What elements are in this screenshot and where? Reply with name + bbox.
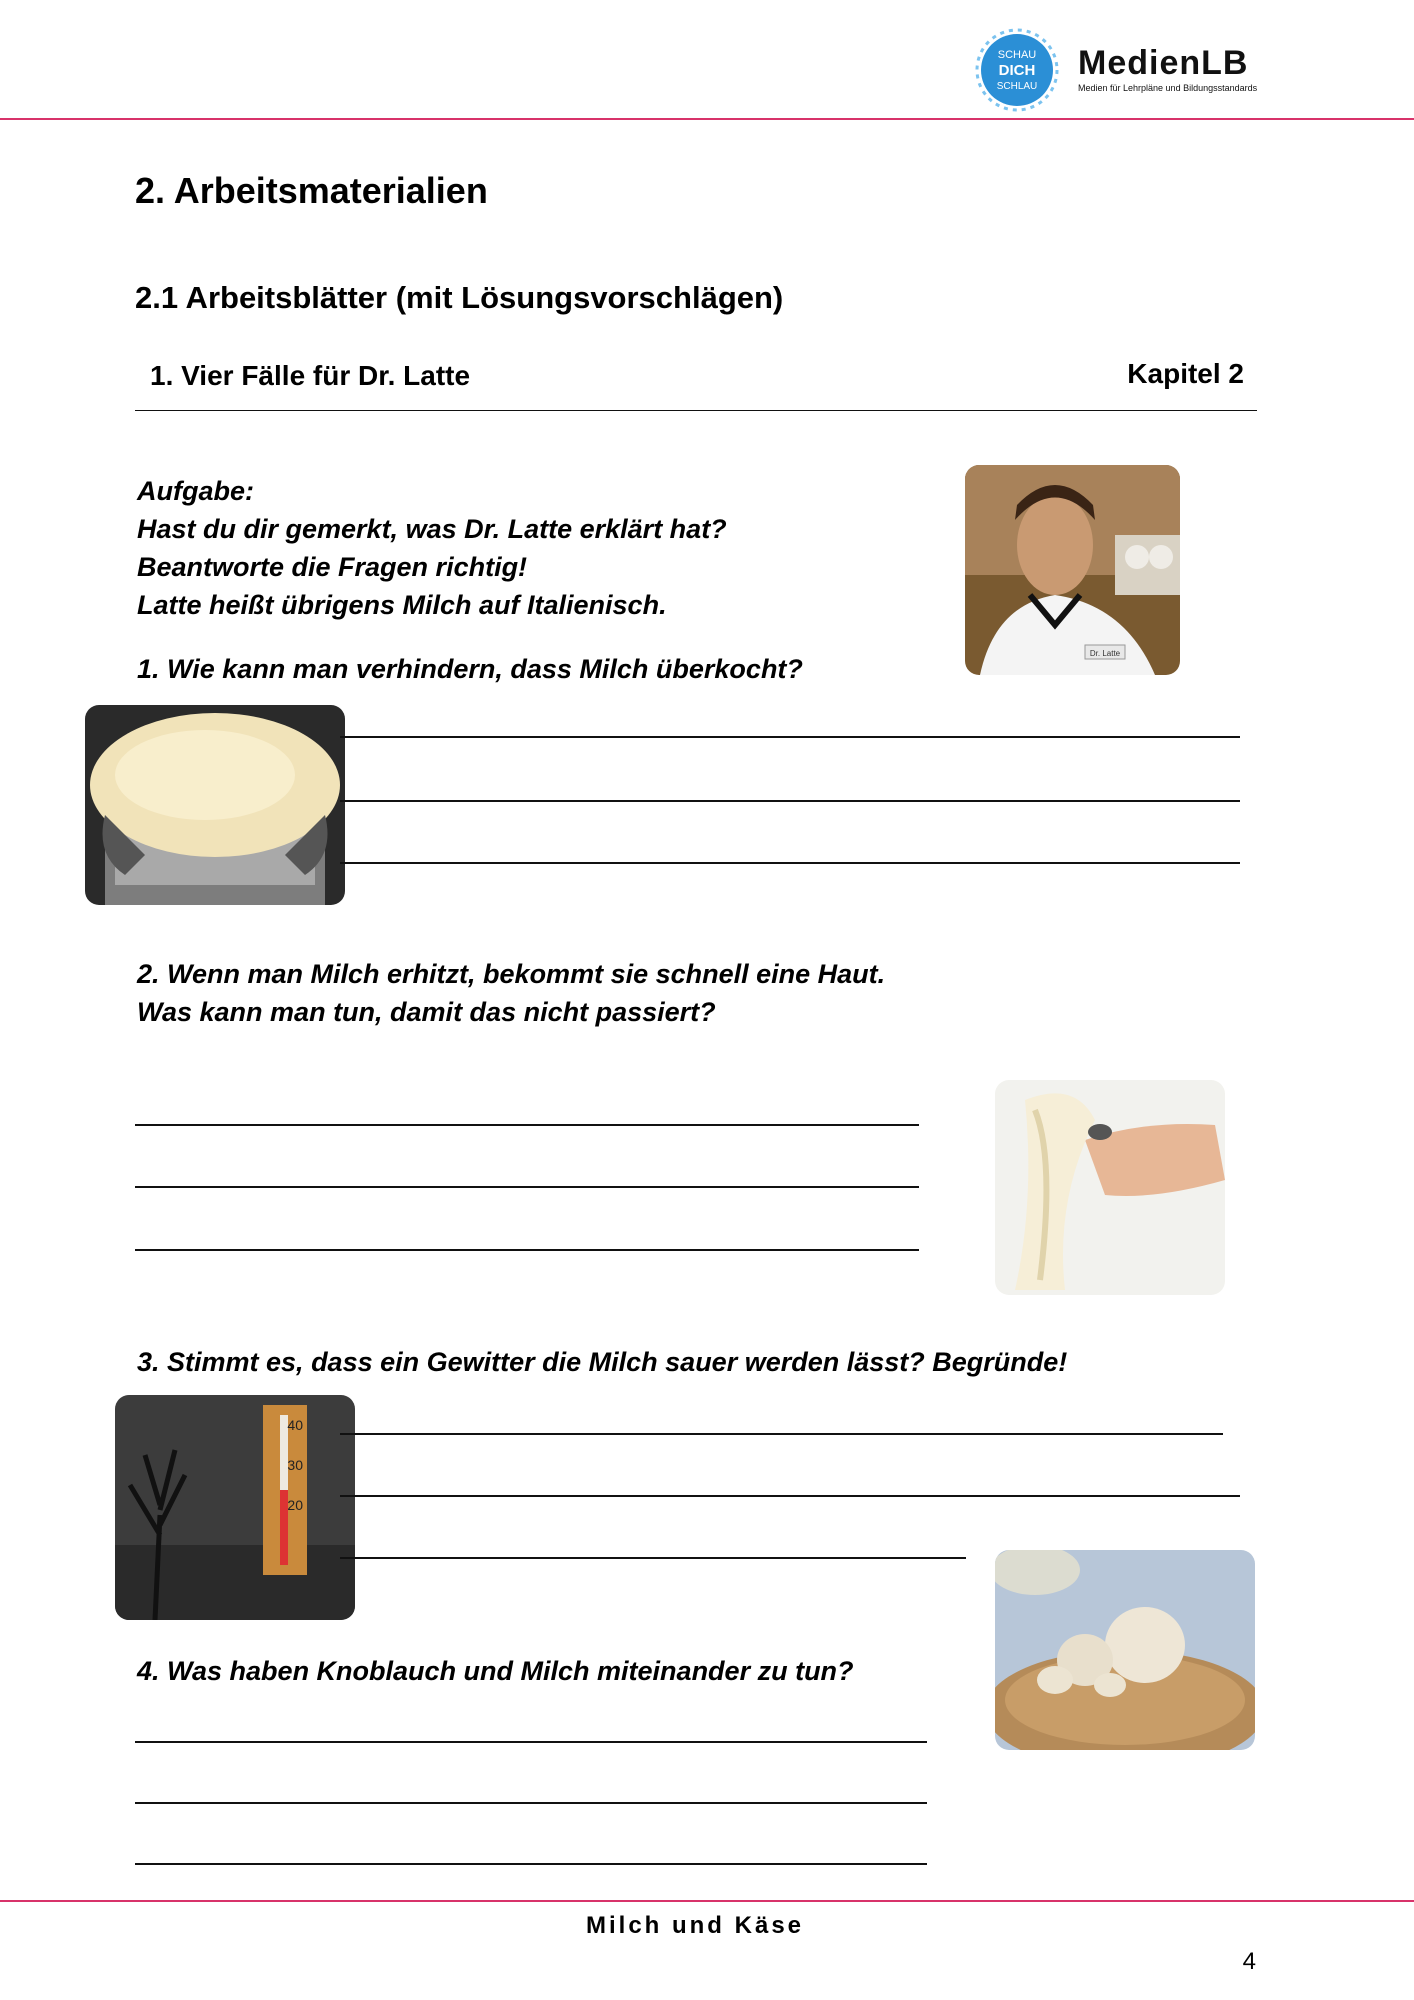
badge-line-1: SCHAU xyxy=(997,49,1037,61)
schau-dich-schlau-badge xyxy=(975,28,1065,112)
chapter-label: Kapitel 2 xyxy=(1127,358,1244,389)
thunderstorm-photo xyxy=(115,1395,355,1620)
question-2-line-1: 2. Wenn man Milch erhitzt, bekommt sie schnell eine Haut. xyxy=(137,959,886,989)
header-rule xyxy=(0,118,1414,120)
answer-line-3c[interactable] xyxy=(340,1557,966,1559)
header-logo xyxy=(975,28,1275,108)
footer-title: Milch und Käse xyxy=(585,1912,805,1939)
badge-line-2: DICH xyxy=(998,62,1036,79)
answer-line-2b[interactable] xyxy=(135,1186,919,1188)
thermo-tick-30: 30 xyxy=(287,1457,303,1473)
answer-line-3a[interactable] xyxy=(340,1433,1223,1435)
task-line-3: Latte heißt übrigens Milch auf Italienisch. xyxy=(137,590,667,620)
milk-skin-photo xyxy=(995,1080,1225,1295)
badge-line-3: SCHLAU xyxy=(996,81,1038,92)
question-4: 4. Was haben Knoblauch und Milch miteinander zu tun? xyxy=(137,1656,854,1686)
question-2-line-2: Was kann man tun, damit das nicht passiert? xyxy=(137,997,716,1027)
answer-line-3b[interactable] xyxy=(340,1495,1240,1497)
answer-line-1a[interactable] xyxy=(340,736,1240,738)
answer-line-1b[interactable] xyxy=(340,800,1240,802)
section-title: 2. Arbeitsmaterialien xyxy=(135,170,488,211)
dr-latte-name-badge: Dr. Latte xyxy=(1089,649,1121,658)
task-line-1: Hast du dir gemerkt, was Dr. Latte erklärt hat? xyxy=(137,514,727,544)
title-rule xyxy=(135,410,1257,411)
page-number: 4 xyxy=(1242,1948,1256,1975)
subsection-title: 2.1 Arbeitsblätter (mit Lösungsvorschlägen) xyxy=(135,280,784,315)
answer-line-2c[interactable] xyxy=(135,1249,919,1251)
garlic-photo xyxy=(995,1550,1255,1750)
answer-line-4b[interactable] xyxy=(135,1802,927,1804)
answer-line-4a[interactable] xyxy=(135,1741,927,1743)
footer-rule xyxy=(0,1900,1414,1902)
answer-line-2a[interactable] xyxy=(135,1124,919,1126)
question-3: 3. Stimmt es, dass ein Gewitter die Milch sauer werden lässt? Begründe! xyxy=(137,1347,1068,1377)
answer-line-1c[interactable] xyxy=(340,862,1240,864)
task-line-2: Beantworte die Fragen richtig! xyxy=(137,552,528,582)
thermo-tick-20: 20 xyxy=(287,1497,303,1513)
answer-line-4c[interactable] xyxy=(135,1863,927,1865)
thermo-tick-40: 40 xyxy=(287,1417,303,1433)
brand-name: MedienLB xyxy=(1078,44,1249,82)
task-heading: Aufgabe: xyxy=(137,476,254,506)
brand-tagline: Medien für Lehrpläne und Bildungsstandards xyxy=(1078,83,1258,93)
question-1: 1. Wie kann man verhindern, dass Milch überkocht? xyxy=(137,654,803,684)
milk-pot-photo xyxy=(85,705,345,905)
dr-latte-photo xyxy=(965,465,1180,675)
worksheet-title: 1. Vier Fälle für Dr. Latte xyxy=(150,360,471,391)
